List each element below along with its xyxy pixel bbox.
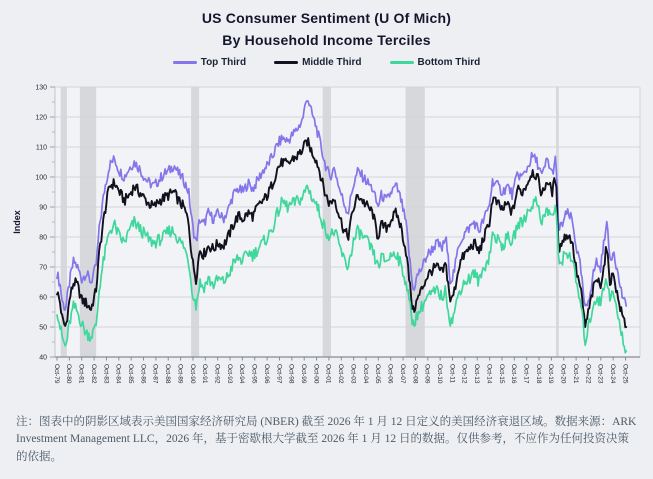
chart-title-line2: By Household Income Terciles — [222, 32, 431, 48]
y-tick-label: 110 — [35, 144, 47, 152]
y-tick-label: 80 — [39, 234, 47, 242]
x-tick-label: Oct-11 — [448, 364, 456, 384]
y-tick-label: 130 — [35, 84, 47, 92]
x-tick-label: Oct-13 — [473, 364, 481, 384]
chart-title-line1: US Consumer Sentiment (U Of Mich) — [201, 10, 452, 26]
x-tick-label: Oct-92 — [213, 364, 221, 384]
x-tick-label: Oct-98 — [287, 364, 295, 384]
y-tick-label: 100 — [35, 174, 47, 182]
x-tick-label: Oct-07 — [398, 364, 406, 384]
legend-label-middle-third: Middle Third — [302, 57, 362, 68]
x-tick-label: Oct-91 — [201, 364, 209, 384]
top-third-line-swatch-icon — [173, 61, 197, 64]
x-tick-label: Oct-22 — [584, 364, 592, 384]
x-tick-label: Oct-12 — [460, 364, 468, 384]
footnote: 注：图表中的阴影区域表示美国国家经济研究局 (NBER) 截至 2026 年 1 月 12 日定义的美国经济衰退区域。数据来源：ARK Investment Management LLC，2026 年，基于密歇根大学截至 2026 年 1 月 12 日的数据。仅供参考，不应作为任何投资决策的依据。 — [16, 416, 637, 463]
x-tick-label: Oct-01 — [324, 364, 332, 384]
x-tick-label: Oct-82 — [89, 364, 97, 384]
x-tick-label: Oct-10 — [435, 364, 443, 384]
y-tick-label: 90 — [39, 204, 47, 212]
x-tick-label: Oct-87 — [151, 364, 159, 384]
x-tick-label: Oct-96 — [262, 364, 270, 384]
x-tick-label: Oct-81 — [77, 364, 85, 384]
x-tick-label: Oct-94 — [238, 364, 246, 384]
x-tick-label: Oct-08 — [411, 364, 419, 384]
x-tick-label: Oct-79 — [52, 364, 60, 384]
x-tick-label: Oct-24 — [609, 364, 616, 384]
middle-third-line-swatch-icon — [274, 61, 298, 64]
x-tick-label: Oct-03 — [349, 364, 357, 384]
x-tick-label: Oct-97 — [275, 364, 283, 384]
x-tick-label: Oct-04 — [361, 364, 369, 384]
chart-canvas — [0, 78, 653, 403]
x-tick-label: Oct-15 — [497, 364, 505, 384]
legend-label-bottom-third: Bottom Third — [417, 57, 481, 68]
x-tick-label: Oct-89 — [176, 364, 184, 384]
bottom-third-line-swatch-icon — [390, 61, 414, 64]
x-tick-label: Oct-93 — [225, 364, 233, 384]
y-tick-label: 40 — [39, 354, 47, 362]
y-tick-label: 120 — [35, 114, 47, 122]
x-tick-label: Oct-90 — [188, 364, 196, 384]
x-tick-label: Oct-05 — [374, 364, 382, 384]
x-tick-label: Oct-99 — [300, 364, 307, 384]
y-axis — [35, 85, 55, 362]
y-tick-label: 70 — [39, 264, 47, 272]
x-tick-label: Oct-25 — [621, 364, 629, 384]
x-tick-label: Oct-18 — [534, 364, 542, 384]
x-axis — [53, 357, 629, 384]
plot-area — [55, 87, 640, 357]
x-tick-label: Oct-85 — [126, 364, 134, 384]
x-tick-label: Oct-21 — [571, 364, 579, 384]
legend-item-top-third — [173, 57, 246, 68]
x-tick-label: Oct-16 — [510, 364, 518, 384]
y-tick-label: 50 — [39, 324, 47, 332]
x-tick-label: Oct-14 — [485, 364, 493, 384]
legend-label-top-third: Top Third — [200, 57, 247, 68]
legend-item-bottom-third — [390, 57, 481, 68]
y-axis-title: Index — [12, 210, 22, 234]
x-tick-label: Oct-86 — [139, 364, 147, 384]
x-tick-label: Oct-19 — [547, 364, 555, 384]
y-tick-label: 60 — [39, 294, 47, 302]
x-tick-label: Oct-17 — [522, 364, 530, 384]
legend-item-middle-third — [274, 57, 361, 68]
x-tick-label: Oct-83 — [102, 364, 110, 384]
x-tick-label: Oct-20 — [559, 364, 567, 384]
x-tick-label: Oct-06 — [386, 364, 394, 384]
x-tick-label: Oct-88 — [164, 364, 172, 384]
chart-title — [0, 7, 653, 51]
x-tick-label: Oct-95 — [250, 364, 258, 384]
recession-band — [80, 87, 96, 357]
x-tick-label: Oct-09 — [423, 364, 431, 384]
sentiment-line-chart — [0, 78, 653, 403]
chart-legend — [0, 57, 653, 68]
x-tick-label: Oct-80 — [65, 364, 73, 384]
x-tick-label: Oct-00 — [312, 364, 320, 384]
x-tick-label: Oct-84 — [114, 364, 122, 384]
x-tick-label: Oct-23 — [596, 364, 604, 384]
x-tick-label: Oct-02 — [337, 364, 345, 384]
